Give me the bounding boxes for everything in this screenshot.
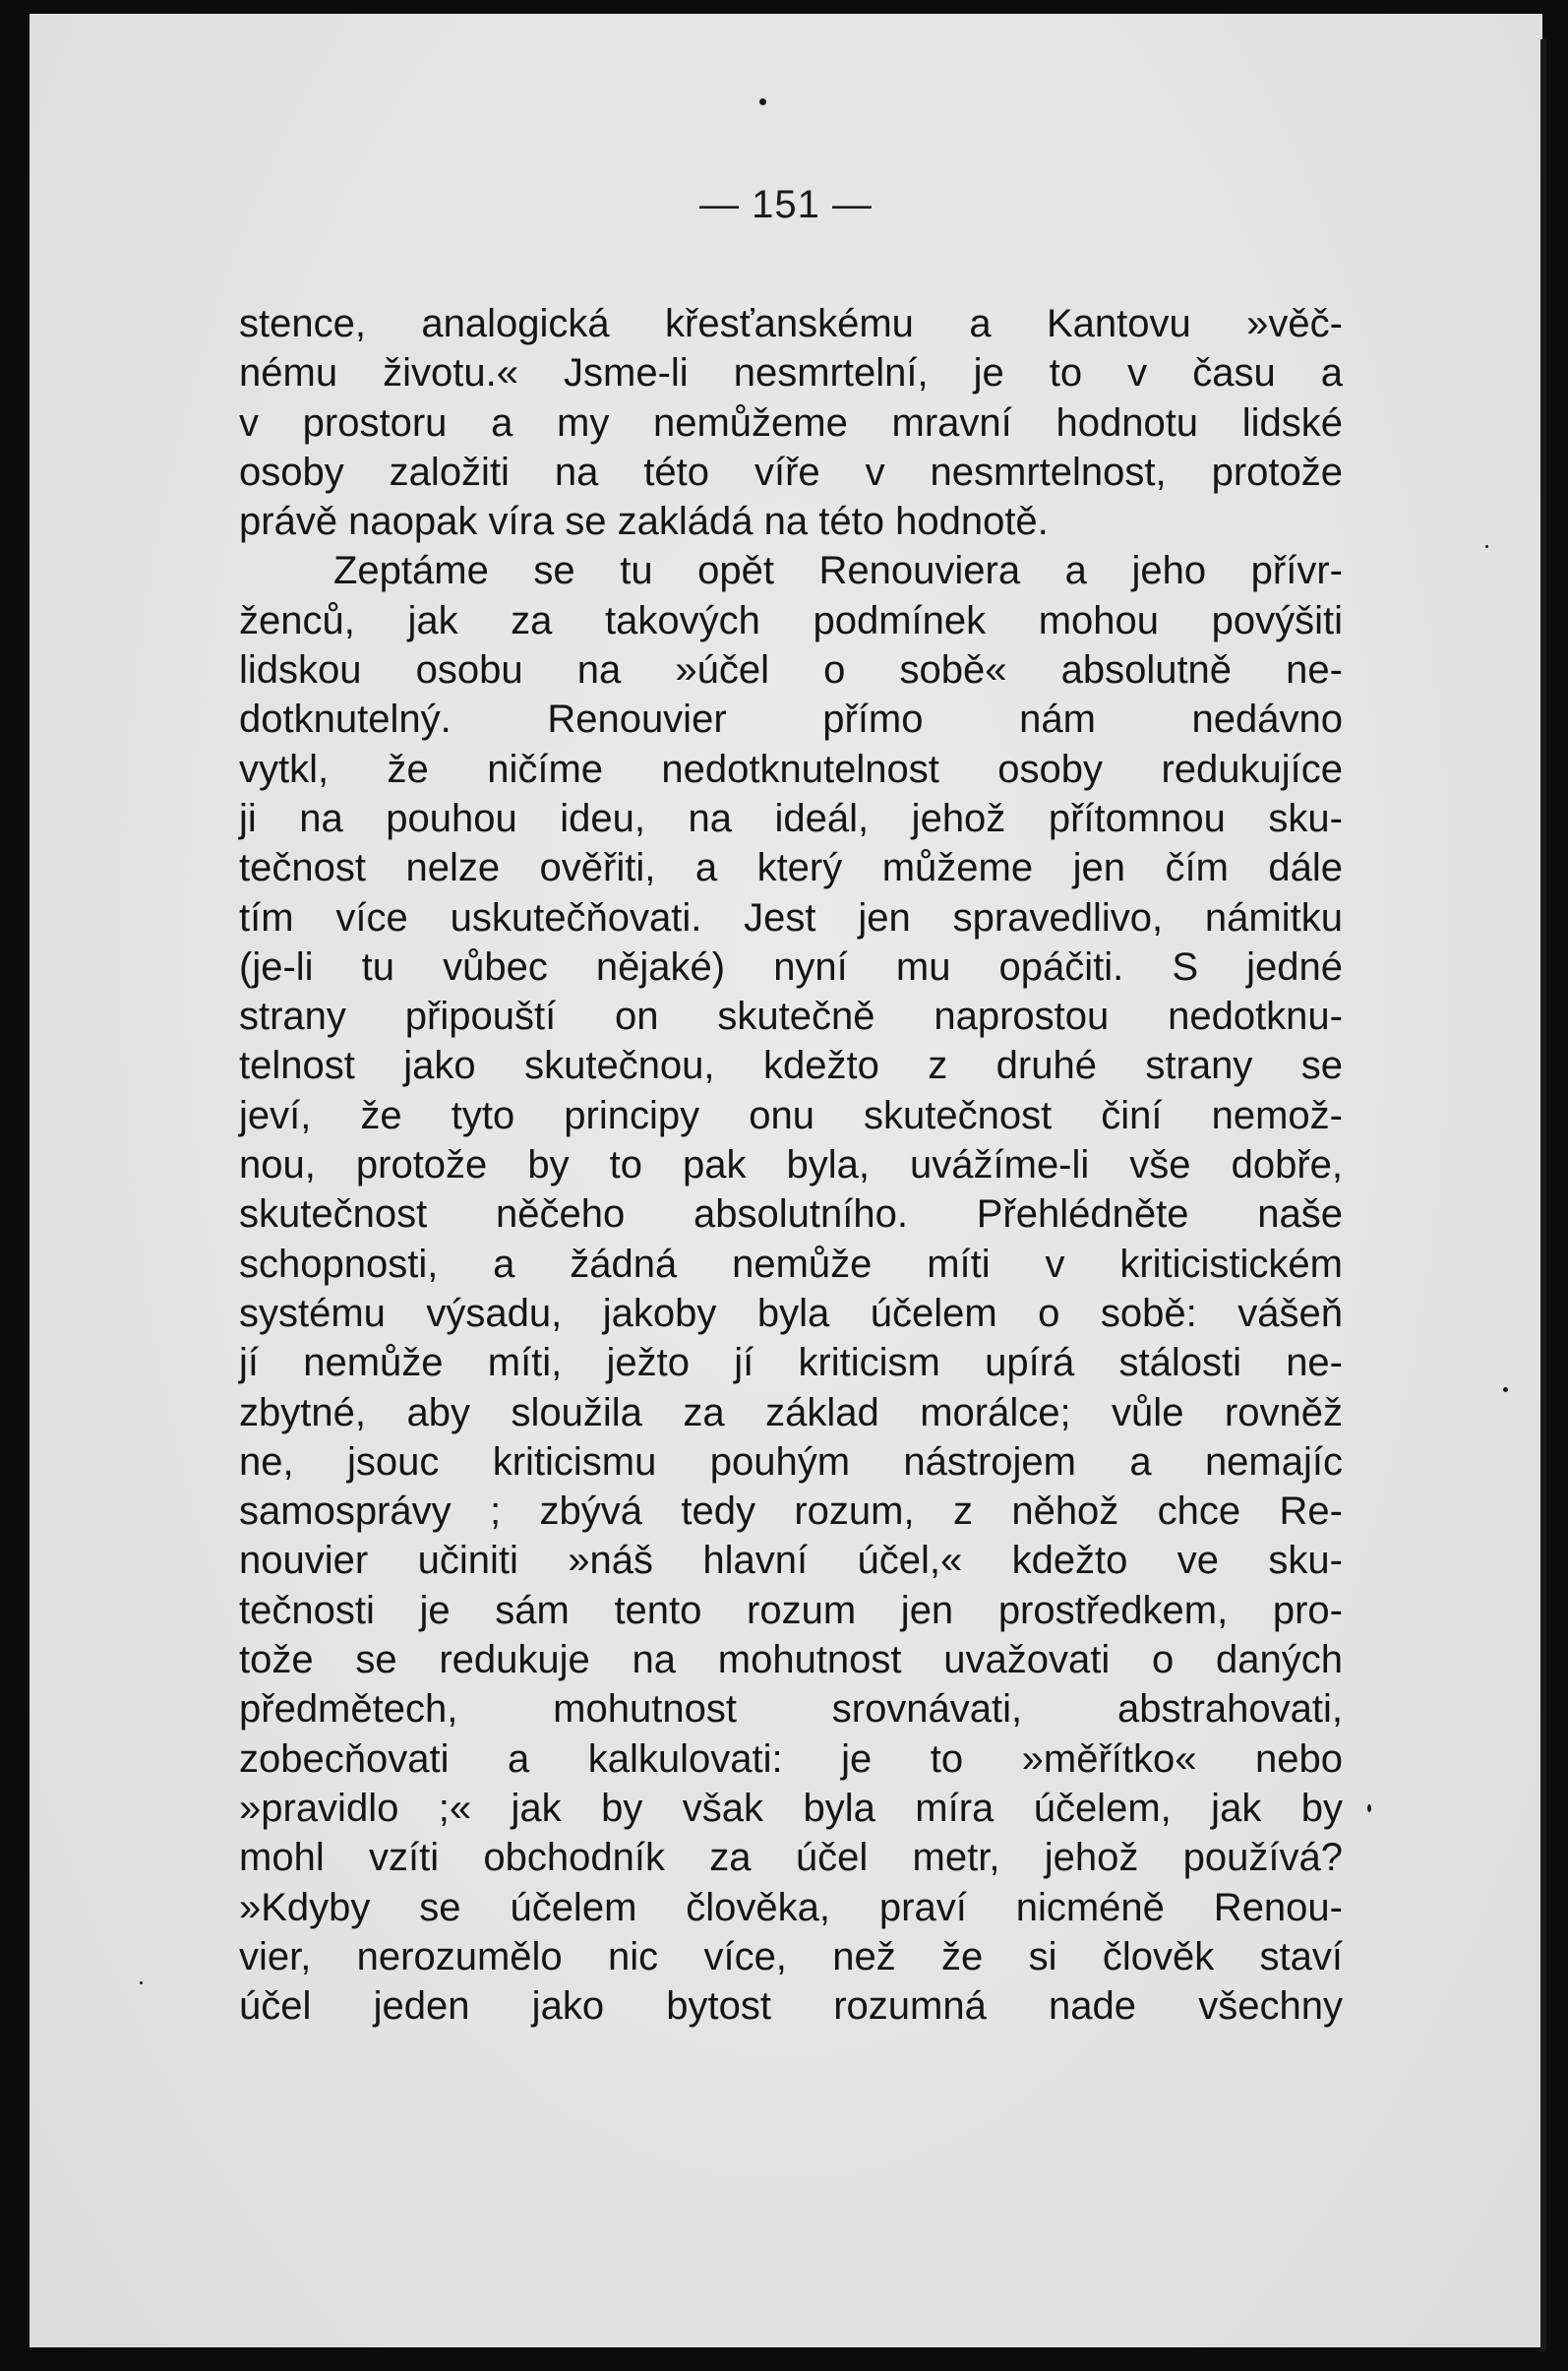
- text-line: tečnost nelze ověřiti, a který můžeme jen čím dále: [239, 846, 1343, 890]
- text-line: ženců, jak za takových podmínek mohou povýšiti: [239, 598, 1343, 642]
- text-line: stence, analogická křesťanskému a Kantovu »věč-: [239, 302, 1343, 345]
- text-line: schopnosti, a žádná nemůže míti v kriticistickém: [239, 1242, 1343, 1286]
- dust-speck: [1503, 1387, 1508, 1392]
- text-line: vytkl, že ničíme nedotknutelnost osoby redukujíce: [239, 747, 1343, 791]
- text-line: nou, protože by to pak byla, uvážíme-li vše dobře,: [239, 1143, 1343, 1187]
- text-line: ne, jsouc kriticismu pouhým nástrojem a nemajíc: [239, 1439, 1343, 1484]
- text-line: skutečnost něčeho absolutního. Přehlédněte naše: [239, 1192, 1343, 1237]
- text-line: mohl vzíti obchodník za účel metr, jehož používá?: [239, 1836, 1343, 1880]
- text-line: zobecňovati a kalkulovati: je to »měřítko« nebo: [239, 1736, 1343, 1781]
- text-line: tečnosti je sám tento rozum jen prostředkem, pro-: [239, 1588, 1343, 1632]
- book-page: [30, 14, 1542, 2347]
- text-line: dotknutelný. Renouvier přímo nám nedávno: [239, 698, 1343, 742]
- text-line: tože se redukuje na mohutnost uvažovati o daných: [239, 1638, 1343, 1682]
- text-line: strany připouští on skutečně naprostou nedotknu-: [239, 995, 1343, 1039]
- text-line: Zeptáme se tu opět Renouviera a jeho přívr-: [333, 549, 1343, 593]
- dust-speck: [1367, 1804, 1371, 1812]
- dust-speck: [759, 98, 766, 105]
- text-line: nému životu.« Jsme-li nesmrtelní, je to v času a: [239, 351, 1343, 395]
- text-line: »Kdyby se účelem člověka, praví nicméně Renou-: [239, 1885, 1343, 1929]
- text-line: v prostoru a my nemůžeme mravní hodnotu lidské: [239, 400, 1343, 445]
- page-number: — 151 —: [699, 183, 873, 226]
- text-line: jí nemůže míti, ježto jí kriticism upírá stálosti ne-: [239, 1341, 1343, 1385]
- text-line: »pravidlo ;« jak by však byla míra účelem, jak by: [239, 1786, 1343, 1830]
- text-line: účel jeden jako bytost rozumná nade všechny: [239, 1984, 1343, 2029]
- text-line: jeví, že tyto principy onu skutečnost činí nemož-: [239, 1093, 1343, 1137]
- text-line: systému výsadu, jakoby byla účelem o sobě: vášeň: [239, 1291, 1343, 1335]
- text-line: vier, nerozumělo nic více, než že si člověk staví: [239, 1934, 1343, 1978]
- dust-speck: [1485, 545, 1488, 548]
- text-line: zbytné, aby sloužila za základ morálce; vůle rovněž: [239, 1390, 1343, 1434]
- text-line: tím více uskutečňovati. Jest jen spravedlivo, námitku: [239, 895, 1343, 940]
- text-line: předmětech, mohutnost srovnávati, abstrahovati,: [239, 1687, 1343, 1732]
- page-edge-right: [1540, 39, 1546, 2351]
- dust-speck: [140, 1981, 143, 1984]
- text-line: osoby založiti na této víře v nesmrtelnost, protože: [239, 450, 1343, 494]
- text-line: lidskou osobu na »účel o sobě« absolutně ne-: [239, 648, 1343, 693]
- text-line: telnost jako skutečnou, kdežto z druhé strany se: [239, 1044, 1343, 1088]
- body-text: [239, 299, 1343, 2031]
- text-line: samosprávy ; zbývá tedy rozum, z něhož chce Re-: [239, 1489, 1343, 1534]
- text-line: nouvier učiniti »náš hlavní účel,« kdežto ve sku-: [239, 1539, 1343, 1583]
- text-line: ji na pouhou ideu, na ideál, jehož přítomnou sku-: [239, 796, 1343, 840]
- text-line: právě naopak víra se zakládá na této hodnotě.: [239, 500, 1049, 544]
- text-line: (je-li tu vůbec nějaké) nyní mu opáčiti. S jedné: [239, 944, 1343, 989]
